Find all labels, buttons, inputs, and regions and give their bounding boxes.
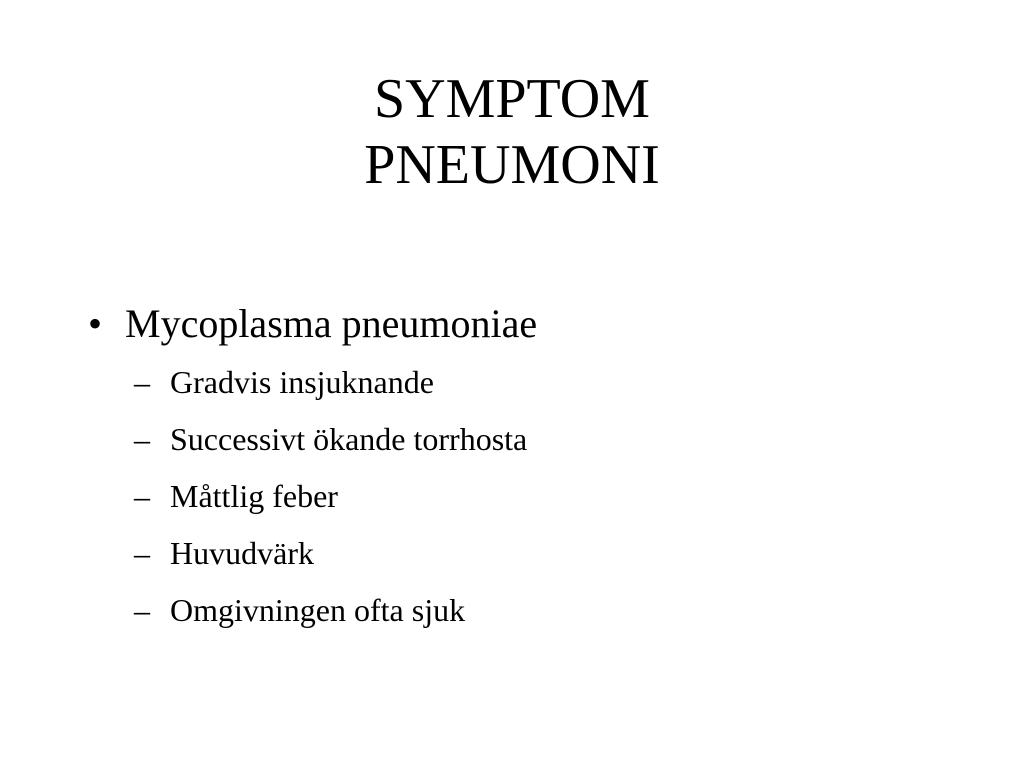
sub-item-text: Måttlig feber bbox=[170, 478, 338, 514]
dash-marker: – bbox=[134, 478, 150, 514]
sub-item bbox=[134, 590, 465, 630]
bullet-text: Mycoplasma pneumoniae bbox=[125, 301, 538, 346]
dash-marker: – bbox=[134, 535, 150, 571]
sub-item-text: Successivt ökande torrhosta bbox=[170, 421, 528, 457]
sub-item-text: Omgivningen ofta sjuk bbox=[170, 592, 466, 628]
sub-item bbox=[134, 533, 314, 573]
bullet-marker: • bbox=[88, 301, 103, 346]
title-line-2: PNEUMONI bbox=[364, 134, 660, 196]
sub-item bbox=[134, 476, 338, 516]
dash-marker: – bbox=[134, 364, 150, 400]
sub-item-text: Huvudvärk bbox=[170, 535, 314, 571]
sub-item bbox=[134, 419, 527, 459]
dash-marker: – bbox=[134, 592, 150, 628]
sub-item bbox=[134, 362, 434, 402]
title-line-1: SYMPTOM bbox=[374, 68, 650, 130]
sub-item-text: Gradvis insjuknande bbox=[170, 364, 434, 400]
dash-marker: – bbox=[134, 421, 150, 457]
